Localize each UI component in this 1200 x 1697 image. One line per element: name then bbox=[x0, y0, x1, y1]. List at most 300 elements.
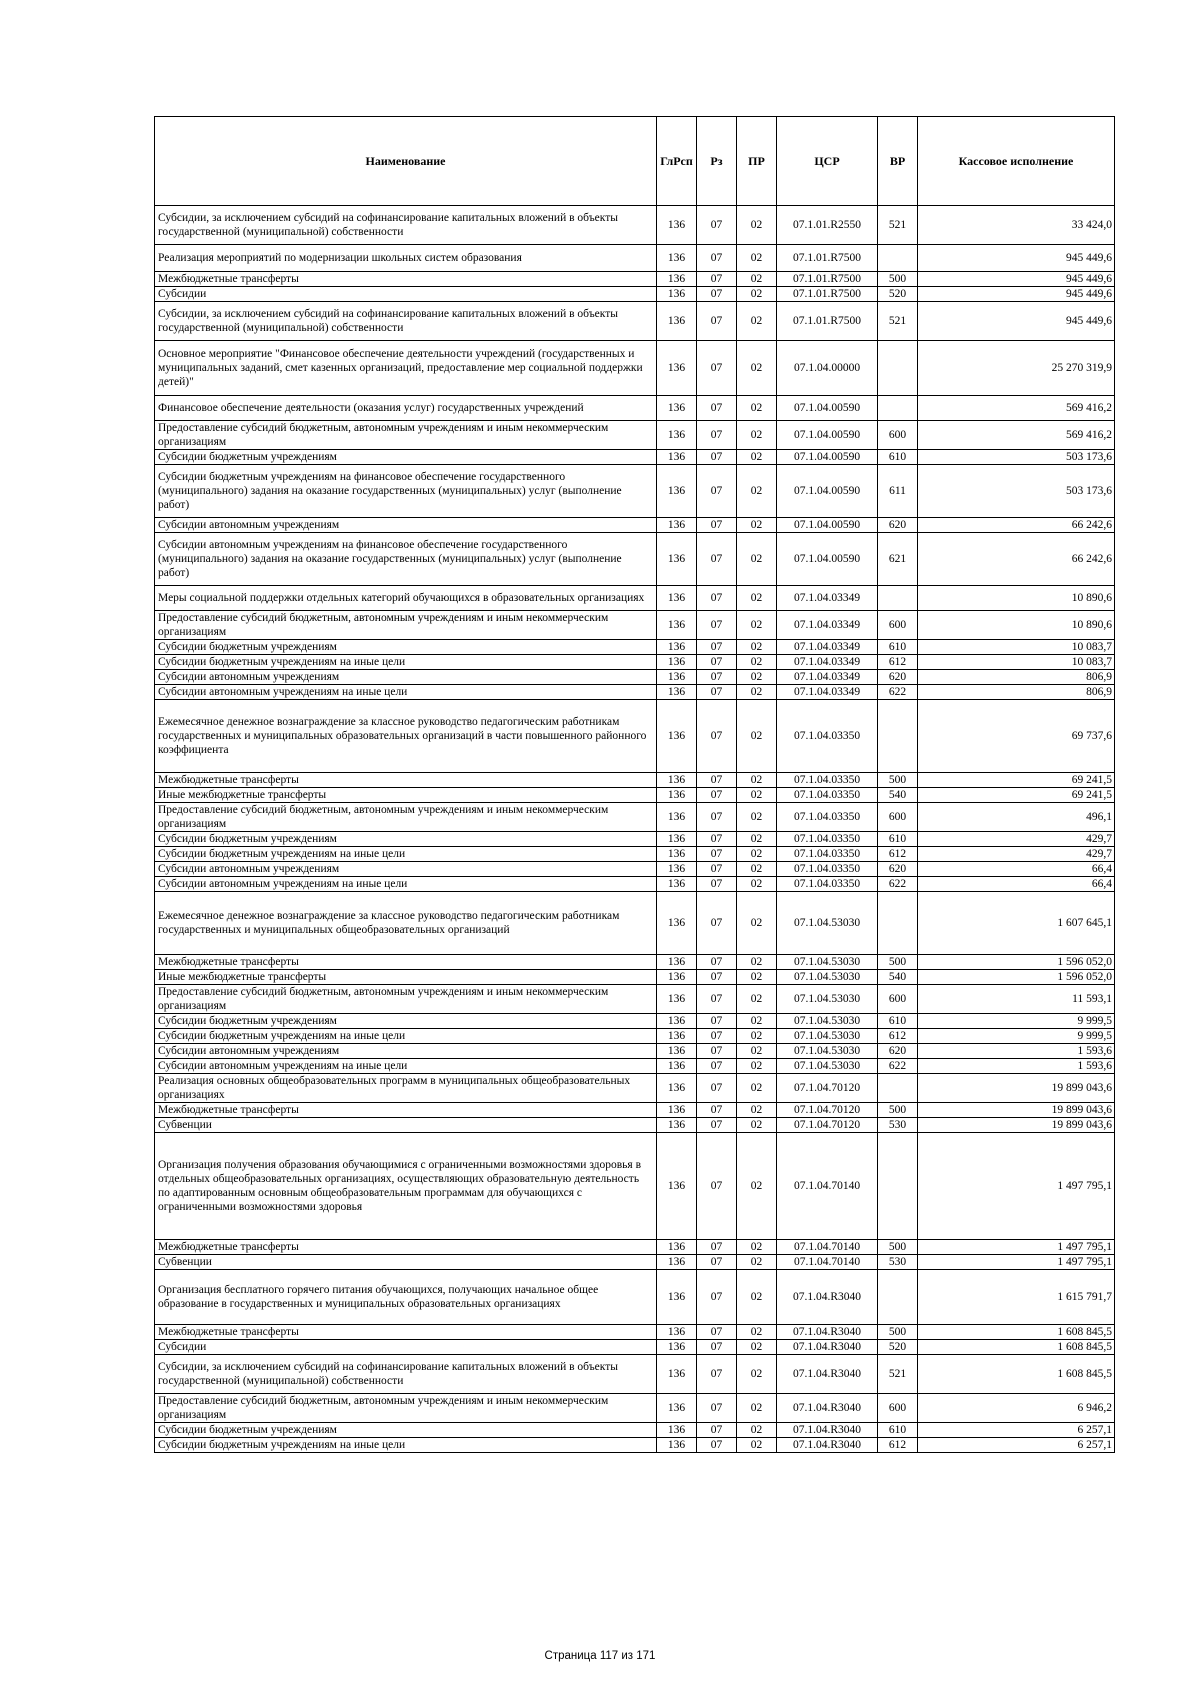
table-cell-rz: 07 bbox=[697, 450, 737, 465]
table-cell-rz: 07 bbox=[697, 1270, 737, 1325]
table-cell-name: Ежемесячное денежное вознаграждение за классное руководство педагогическим работникам государственных и муниципальных общеобразовательных организаций bbox=[155, 892, 657, 955]
table-row bbox=[155, 862, 1115, 877]
table-cell-csr: 07.1.04.53030 bbox=[777, 985, 878, 1014]
table-cell-rz: 07 bbox=[697, 341, 737, 396]
table-cell-glrsp: 136 bbox=[657, 421, 697, 450]
table-cell-csr: 07.1.04.53030 bbox=[777, 1059, 878, 1074]
table-cell-csr: 07.1.04.00590 bbox=[777, 518, 878, 533]
header-glrsp: ГлРсп bbox=[657, 117, 697, 206]
table-cell-csr: 07.1.04.00590 bbox=[777, 421, 878, 450]
table-cell-amount: 806,9 bbox=[918, 685, 1115, 700]
table-cell-name: Субсидии бюджетным учреждениям bbox=[155, 1014, 657, 1029]
table-cell-glrsp: 136 bbox=[657, 773, 697, 788]
table-cell-amount: 19 899 043,6 bbox=[918, 1118, 1115, 1133]
table-cell-csr: 07.1.04.R3040 bbox=[777, 1438, 878, 1453]
table-cell-rz: 07 bbox=[697, 1103, 737, 1118]
table-cell-csr: 07.1.04.R3040 bbox=[777, 1355, 878, 1394]
table-row bbox=[155, 892, 1115, 955]
table-cell-csr: 07.1.01.R7500 bbox=[777, 272, 878, 287]
table-cell-amount: 1 497 795,1 bbox=[918, 1133, 1115, 1240]
table-cell-csr: 07.1.01.R2550 bbox=[777, 206, 878, 245]
table-row bbox=[155, 655, 1115, 670]
table-cell-pr: 02 bbox=[737, 788, 777, 803]
table-cell-rz: 07 bbox=[697, 655, 737, 670]
table-cell-name: Субсидии бюджетным учреждениям на иные цели bbox=[155, 655, 657, 670]
table-cell-name: Субсидии бюджетным учреждениям на иные цели bbox=[155, 1029, 657, 1044]
table-cell-pr: 02 bbox=[737, 670, 777, 685]
table-cell-vr: 520 bbox=[878, 287, 918, 302]
table-cell-amount: 569 416,2 bbox=[918, 396, 1115, 421]
table-cell-vr: 610 bbox=[878, 450, 918, 465]
header-vr: ВР bbox=[878, 117, 918, 206]
table-cell-glrsp: 136 bbox=[657, 465, 697, 518]
table-cell-vr: 610 bbox=[878, 1014, 918, 1029]
table-cell-pr: 02 bbox=[737, 955, 777, 970]
table-cell-name: Субсидии бюджетным учреждениям на иные цели bbox=[155, 847, 657, 862]
table-cell-name: Субсидии бюджетным учреждениям bbox=[155, 1423, 657, 1438]
table-cell-vr: 610 bbox=[878, 832, 918, 847]
table-cell-vr: 600 bbox=[878, 985, 918, 1014]
table-cell-rz: 07 bbox=[697, 955, 737, 970]
table-cell-amount: 1 596 052,0 bbox=[918, 955, 1115, 970]
table-cell-amount: 66 242,6 bbox=[918, 518, 1115, 533]
table-row bbox=[155, 1240, 1115, 1255]
table-cell-glrsp: 136 bbox=[657, 955, 697, 970]
table-cell-csr: 07.1.04.70140 bbox=[777, 1240, 878, 1255]
table-cell-pr: 02 bbox=[737, 892, 777, 955]
table-cell-glrsp: 136 bbox=[657, 862, 697, 877]
table-cell-name: Иные межбюджетные трансферты bbox=[155, 788, 657, 803]
table-cell-amount: 569 416,2 bbox=[918, 421, 1115, 450]
table-cell-vr: 500 bbox=[878, 272, 918, 287]
table-cell-glrsp: 136 bbox=[657, 611, 697, 640]
table-cell-pr: 02 bbox=[737, 1014, 777, 1029]
table-cell-glrsp: 136 bbox=[657, 1270, 697, 1325]
table-cell-glrsp: 136 bbox=[657, 685, 697, 700]
table-cell-amount: 503 173,6 bbox=[918, 450, 1115, 465]
table-cell-amount: 503 173,6 bbox=[918, 465, 1115, 518]
table-cell-name: Субсидии, за исключением субсидий на софинансирование капитальных вложений в объекты государственной (муниципальной) собственности bbox=[155, 1355, 657, 1394]
table-row bbox=[155, 803, 1115, 832]
table-cell-vr: 611 bbox=[878, 465, 918, 518]
table-cell-glrsp: 136 bbox=[657, 1103, 697, 1118]
table-cell-pr: 02 bbox=[737, 518, 777, 533]
table-cell-vr: 521 bbox=[878, 206, 918, 245]
table-cell-csr: 07.1.04.70140 bbox=[777, 1133, 878, 1240]
table-cell-rz: 07 bbox=[697, 1240, 737, 1255]
table-cell-amount: 69 241,5 bbox=[918, 773, 1115, 788]
table-cell-name: Организация бесплатного горячего питания обучающихся, получающих начальное общее образование в государственных и муниципальных образовательных организациях bbox=[155, 1270, 657, 1325]
table-cell-glrsp: 136 bbox=[657, 341, 697, 396]
table-row bbox=[155, 832, 1115, 847]
table-cell-glrsp: 136 bbox=[657, 847, 697, 862]
table-row bbox=[155, 1014, 1115, 1029]
table-cell-glrsp: 136 bbox=[657, 970, 697, 985]
table-cell-amount: 806,9 bbox=[918, 670, 1115, 685]
table-row bbox=[155, 788, 1115, 803]
table-cell-vr bbox=[878, 700, 918, 773]
table-cell-pr: 02 bbox=[737, 1103, 777, 1118]
table-cell-name: Субсидии бюджетным учреждениям на иные цели bbox=[155, 1438, 657, 1453]
table-cell-csr: 07.1.04.03350 bbox=[777, 803, 878, 832]
table-cell-amount: 19 899 043,6 bbox=[918, 1074, 1115, 1103]
table-cell-pr: 02 bbox=[737, 847, 777, 862]
table-cell-name: Предоставление субсидий бюджетным, автономным учреждениям и иным некоммерческим организациям bbox=[155, 985, 657, 1014]
table-row bbox=[155, 1340, 1115, 1355]
table-cell-pr: 02 bbox=[737, 970, 777, 985]
table-cell-rz: 07 bbox=[697, 1044, 737, 1059]
table-cell-pr: 02 bbox=[737, 773, 777, 788]
table-cell-vr bbox=[878, 341, 918, 396]
table-row bbox=[155, 670, 1115, 685]
table-cell-pr: 02 bbox=[737, 341, 777, 396]
table-cell-vr: 622 bbox=[878, 877, 918, 892]
table-cell-glrsp: 136 bbox=[657, 1255, 697, 1270]
header-name: Наименование bbox=[155, 117, 657, 206]
table-cell-vr bbox=[878, 892, 918, 955]
table-cell-glrsp: 136 bbox=[657, 670, 697, 685]
table-cell-pr: 02 bbox=[737, 450, 777, 465]
table-cell-name: Финансовое обеспечение деятельности (оказания услуг) государственных учреждений bbox=[155, 396, 657, 421]
table-cell-rz: 07 bbox=[697, 832, 737, 847]
table-cell-csr: 07.1.04.03350 bbox=[777, 862, 878, 877]
table-cell-amount: 1 615 791,7 bbox=[918, 1270, 1115, 1325]
table-cell-pr: 02 bbox=[737, 206, 777, 245]
table-cell-vr: 620 bbox=[878, 670, 918, 685]
table-cell-amount: 6 946,2 bbox=[918, 1394, 1115, 1423]
table-cell-csr: 07.1.04.03350 bbox=[777, 773, 878, 788]
table-cell-rz: 07 bbox=[697, 640, 737, 655]
table-cell-glrsp: 136 bbox=[657, 450, 697, 465]
table-cell-amount: 1 607 645,1 bbox=[918, 892, 1115, 955]
table-cell-csr: 07.1.01.R7500 bbox=[777, 302, 878, 341]
table-cell-name: Предоставление субсидий бюджетным, автономным учреждениям и иным некоммерческим организациям bbox=[155, 611, 657, 640]
table-cell-csr: 07.1.04.R3040 bbox=[777, 1340, 878, 1355]
table-cell-vr: 620 bbox=[878, 1044, 918, 1059]
table-cell-glrsp: 136 bbox=[657, 1438, 697, 1453]
table-cell-pr: 02 bbox=[737, 985, 777, 1014]
table-cell-vr: 600 bbox=[878, 611, 918, 640]
table-row bbox=[155, 955, 1115, 970]
table-cell-glrsp: 136 bbox=[657, 1340, 697, 1355]
table-row bbox=[155, 1029, 1115, 1044]
table-cell-vr: 622 bbox=[878, 1059, 918, 1074]
table-cell-csr: 07.1.04.03349 bbox=[777, 670, 878, 685]
table-row bbox=[155, 877, 1115, 892]
table-cell-rz: 07 bbox=[697, 421, 737, 450]
table-cell-rz: 07 bbox=[697, 287, 737, 302]
table-cell-vr: 500 bbox=[878, 1325, 918, 1340]
table-row bbox=[155, 302, 1115, 341]
table-cell-csr: 07.1.04.70120 bbox=[777, 1118, 878, 1133]
table-cell-csr: 07.1.04.53030 bbox=[777, 970, 878, 985]
table-row bbox=[155, 396, 1115, 421]
table-row bbox=[155, 206, 1115, 245]
table-cell-pr: 02 bbox=[737, 1044, 777, 1059]
table-cell-amount: 1 593,6 bbox=[918, 1044, 1115, 1059]
table-cell-pr: 02 bbox=[737, 1118, 777, 1133]
table-cell-vr: 500 bbox=[878, 955, 918, 970]
table-cell-csr: 07.1.04.03349 bbox=[777, 640, 878, 655]
table-cell-vr: 500 bbox=[878, 1103, 918, 1118]
header-csr: ЦСР bbox=[777, 117, 878, 206]
table-cell-name: Межбюджетные трансферты bbox=[155, 773, 657, 788]
table-cell-rz: 07 bbox=[697, 1438, 737, 1453]
table-cell-csr: 07.1.04.03349 bbox=[777, 586, 878, 611]
table-cell-name: Субсидии автономным учреждениям bbox=[155, 670, 657, 685]
table-row bbox=[155, 341, 1115, 396]
table-cell-pr: 02 bbox=[737, 611, 777, 640]
table-cell-vr: 530 bbox=[878, 1118, 918, 1133]
table-cell-name: Иные межбюджетные трансферты bbox=[155, 970, 657, 985]
table-cell-vr: 521 bbox=[878, 1355, 918, 1394]
table-row bbox=[155, 773, 1115, 788]
table-cell-pr: 02 bbox=[737, 832, 777, 847]
table-cell-csr: 07.1.01.R7500 bbox=[777, 245, 878, 272]
table-cell-csr: 07.1.04.00590 bbox=[777, 396, 878, 421]
table-cell-pr: 02 bbox=[737, 640, 777, 655]
table-cell-glrsp: 136 bbox=[657, 985, 697, 1014]
table-cell-vr: 600 bbox=[878, 421, 918, 450]
table-cell-rz: 07 bbox=[697, 877, 737, 892]
table-cell-pr: 02 bbox=[737, 1074, 777, 1103]
table-cell-rz: 07 bbox=[697, 1133, 737, 1240]
table-cell-vr: 500 bbox=[878, 1240, 918, 1255]
table-cell-csr: 07.1.04.03350 bbox=[777, 847, 878, 862]
table-cell-pr: 02 bbox=[737, 302, 777, 341]
page-number: Страница 117 из 171 bbox=[544, 1650, 656, 1662]
table-cell-pr: 02 bbox=[737, 1355, 777, 1394]
table-cell-name: Ежемесячное денежное вознаграждение за классное руководство педагогическим работникам государственных и муниципальных образовательных организаций в части повышенного районного коэффициента bbox=[155, 700, 657, 773]
table-cell-amount: 1 596 052,0 bbox=[918, 970, 1115, 985]
table-cell-rz: 07 bbox=[697, 1074, 737, 1103]
table-row bbox=[155, 1394, 1115, 1423]
table-cell-name: Субсидии бюджетным учреждениям bbox=[155, 640, 657, 655]
table-cell-amount: 69 241,5 bbox=[918, 788, 1115, 803]
table-cell-csr: 07.1.04.70140 bbox=[777, 1255, 878, 1270]
table-cell-rz: 07 bbox=[697, 1059, 737, 1074]
table-cell-csr: 07.1.04.53030 bbox=[777, 955, 878, 970]
table-cell-csr: 07.1.04.70120 bbox=[777, 1074, 878, 1103]
table-cell-csr: 07.1.04.03349 bbox=[777, 611, 878, 640]
table-row bbox=[155, 287, 1115, 302]
table-cell-amount: 945 449,6 bbox=[918, 302, 1115, 341]
table-cell-name: Субсидии bbox=[155, 287, 657, 302]
table-cell-name: Межбюджетные трансферты bbox=[155, 1103, 657, 1118]
table-cell-amount: 10 890,6 bbox=[918, 611, 1115, 640]
table-cell-name: Субвенции bbox=[155, 1255, 657, 1270]
table-row bbox=[155, 985, 1115, 1014]
table-cell-name: Субсидии автономным учреждениям bbox=[155, 862, 657, 877]
table-cell-vr bbox=[878, 1270, 918, 1325]
table-cell-pr: 02 bbox=[737, 700, 777, 773]
table-cell-rz: 07 bbox=[697, 970, 737, 985]
table-cell-csr: 07.1.01.R7500 bbox=[777, 287, 878, 302]
table-cell-vr: 622 bbox=[878, 685, 918, 700]
table-cell-glrsp: 136 bbox=[657, 533, 697, 586]
table-cell-vr: 540 bbox=[878, 788, 918, 803]
table-cell-glrsp: 136 bbox=[657, 272, 697, 287]
table-cell-amount: 11 593,1 bbox=[918, 985, 1115, 1014]
table-row bbox=[155, 1074, 1115, 1103]
table-body bbox=[155, 206, 1115, 1453]
table-cell-vr: 610 bbox=[878, 1423, 918, 1438]
table-row bbox=[155, 1103, 1115, 1118]
table-cell-vr: 521 bbox=[878, 302, 918, 341]
table-cell-rz: 07 bbox=[697, 788, 737, 803]
table-cell-rz: 07 bbox=[697, 1029, 737, 1044]
table-row bbox=[155, 700, 1115, 773]
table-cell-pr: 02 bbox=[737, 1438, 777, 1453]
table-cell-amount: 9 999,5 bbox=[918, 1029, 1115, 1044]
table-row bbox=[155, 1325, 1115, 1340]
table-cell-csr: 07.1.04.53030 bbox=[777, 1014, 878, 1029]
table-row bbox=[155, 586, 1115, 611]
table-cell-glrsp: 136 bbox=[657, 1325, 697, 1340]
table-cell-glrsp: 136 bbox=[657, 1074, 697, 1103]
table-cell-glrsp: 136 bbox=[657, 1118, 697, 1133]
table-cell-csr: 07.1.04.53030 bbox=[777, 1044, 878, 1059]
table-cell-vr bbox=[878, 245, 918, 272]
table-cell-vr: 600 bbox=[878, 803, 918, 832]
table-cell-name: Субсидии автономным учреждениям на финансовое обеспечение государственного (муниципального) задания на оказание государственных (муниципальных) услуг (выполнение работ) bbox=[155, 533, 657, 586]
table-cell-rz: 07 bbox=[697, 1255, 737, 1270]
table-cell-rz: 07 bbox=[697, 611, 737, 640]
table-cell-pr: 02 bbox=[737, 533, 777, 586]
table-cell-name: Субсидии автономным учреждениям на иные цели bbox=[155, 685, 657, 700]
table-cell-pr: 02 bbox=[737, 1255, 777, 1270]
table-cell-pr: 02 bbox=[737, 803, 777, 832]
table-row bbox=[155, 272, 1115, 287]
table-cell-pr: 02 bbox=[737, 245, 777, 272]
table-cell-rz: 07 bbox=[697, 1118, 737, 1133]
table-cell-glrsp: 136 bbox=[657, 1423, 697, 1438]
table-cell-name: Межбюджетные трансферты bbox=[155, 955, 657, 970]
table-cell-name: Субсидии бюджетным учреждениям на финансовое обеспечение государственного (муниципального) задания на оказание государственных (муниципальных) услуг (выполнение работ) bbox=[155, 465, 657, 518]
table-cell-rz: 07 bbox=[697, 1394, 737, 1423]
table-cell-csr: 07.1.04.53030 bbox=[777, 1029, 878, 1044]
table-cell-rz: 07 bbox=[697, 396, 737, 421]
table-cell-name: Субсидии бюджетным учреждениям bbox=[155, 450, 657, 465]
table-cell-amount: 66,4 bbox=[918, 877, 1115, 892]
table-cell-csr: 07.1.04.R3040 bbox=[777, 1270, 878, 1325]
table-cell-name: Предоставление субсидий бюджетным, автономным учреждениям и иным некоммерческим организациям bbox=[155, 803, 657, 832]
table-cell-vr: 520 bbox=[878, 1340, 918, 1355]
table-cell-name: Субсидии, за исключением субсидий на софинансирование капитальных вложений в объекты государственной (муниципальной) собственности bbox=[155, 302, 657, 341]
table-cell-amount: 1 608 845,5 bbox=[918, 1340, 1115, 1355]
table-cell-rz: 07 bbox=[697, 892, 737, 955]
table-cell-csr: 07.1.04.00590 bbox=[777, 465, 878, 518]
table-cell-vr: 620 bbox=[878, 862, 918, 877]
table-cell-pr: 02 bbox=[737, 877, 777, 892]
table-cell-pr: 02 bbox=[737, 862, 777, 877]
table-cell-amount: 945 449,6 bbox=[918, 272, 1115, 287]
table-cell-csr: 07.1.04.03350 bbox=[777, 832, 878, 847]
table-row bbox=[155, 640, 1115, 655]
table-cell-csr: 07.1.04.R3040 bbox=[777, 1423, 878, 1438]
table-cell-glrsp: 136 bbox=[657, 586, 697, 611]
table-row bbox=[155, 970, 1115, 985]
table-row bbox=[155, 1423, 1115, 1438]
table-row bbox=[155, 847, 1115, 862]
budget-execution-table bbox=[154, 116, 1115, 1453]
table-row bbox=[155, 533, 1115, 586]
table-cell-glrsp: 136 bbox=[657, 788, 697, 803]
table-cell-pr: 02 bbox=[737, 1394, 777, 1423]
table-cell-rz: 07 bbox=[697, 773, 737, 788]
table-cell-glrsp: 136 bbox=[657, 832, 697, 847]
table-cell-pr: 02 bbox=[737, 1133, 777, 1240]
table-cell-vr: 612 bbox=[878, 1438, 918, 1453]
table-cell-vr: 540 bbox=[878, 970, 918, 985]
table-cell-vr: 600 bbox=[878, 1394, 918, 1423]
table-cell-pr: 02 bbox=[737, 685, 777, 700]
table-cell-glrsp: 136 bbox=[657, 287, 697, 302]
table-cell-amount: 66,4 bbox=[918, 862, 1115, 877]
table-cell-amount: 945 449,6 bbox=[918, 245, 1115, 272]
table-cell-amount: 1 497 795,1 bbox=[918, 1255, 1115, 1270]
table-cell-pr: 02 bbox=[737, 1059, 777, 1074]
table-cell-glrsp: 136 bbox=[657, 1044, 697, 1059]
table-row bbox=[155, 450, 1115, 465]
table-row bbox=[155, 245, 1115, 272]
table-cell-name: Субсидии автономным учреждениям bbox=[155, 518, 657, 533]
table-cell-pr: 02 bbox=[737, 1340, 777, 1355]
table-cell-csr: 07.1.04.R3040 bbox=[777, 1325, 878, 1340]
table-cell-rz: 07 bbox=[697, 1325, 737, 1340]
table-cell-glrsp: 136 bbox=[657, 892, 697, 955]
table-cell-csr: 07.1.04.70120 bbox=[777, 1103, 878, 1118]
table-cell-rz: 07 bbox=[697, 1355, 737, 1394]
table-row bbox=[155, 465, 1115, 518]
table-cell-glrsp: 136 bbox=[657, 1133, 697, 1240]
table-cell-rz: 07 bbox=[697, 670, 737, 685]
table-cell-name: Межбюджетные трансферты bbox=[155, 1240, 657, 1255]
table-cell-glrsp: 136 bbox=[657, 1059, 697, 1074]
table-cell-pr: 02 bbox=[737, 1029, 777, 1044]
table-cell-vr: 530 bbox=[878, 1255, 918, 1270]
table-cell-glrsp: 136 bbox=[657, 302, 697, 341]
table-cell-name: Субсидии bbox=[155, 1340, 657, 1355]
header-pr: ПР bbox=[737, 117, 777, 206]
header-rz: Рз bbox=[697, 117, 737, 206]
table-cell-amount: 25 270 319,9 bbox=[918, 341, 1115, 396]
table-cell-vr: 612 bbox=[878, 847, 918, 862]
table-cell-pr: 02 bbox=[737, 1325, 777, 1340]
table-cell-pr: 02 bbox=[737, 1270, 777, 1325]
table-cell-rz: 07 bbox=[697, 985, 737, 1014]
table-row bbox=[155, 685, 1115, 700]
table-cell-vr: 612 bbox=[878, 1029, 918, 1044]
table-cell-amount: 33 424,0 bbox=[918, 206, 1115, 245]
table-cell-amount: 1 497 795,1 bbox=[918, 1240, 1115, 1255]
table-cell-glrsp: 136 bbox=[657, 1355, 697, 1394]
table-cell-amount: 1 608 845,5 bbox=[918, 1355, 1115, 1394]
table-cell-csr: 07.1.04.03350 bbox=[777, 877, 878, 892]
table-cell-amount: 10 083,7 bbox=[918, 655, 1115, 670]
table-row bbox=[155, 1118, 1115, 1133]
table-cell-glrsp: 136 bbox=[657, 640, 697, 655]
table-cell-rz: 07 bbox=[697, 302, 737, 341]
table-cell-csr: 07.1.04.00590 bbox=[777, 450, 878, 465]
table-cell-amount: 66 242,6 bbox=[918, 533, 1115, 586]
table-cell-glrsp: 136 bbox=[657, 655, 697, 670]
table-row bbox=[155, 1133, 1115, 1240]
table-cell-amount: 429,7 bbox=[918, 847, 1115, 862]
table-cell-rz: 07 bbox=[697, 803, 737, 832]
table-cell-amount: 429,7 bbox=[918, 832, 1115, 847]
table-cell-name: Основное мероприятие "Финансовое обеспечение деятельности учреждений (государственных и муниципальных заданий, смет казенных организаций, предоставление мер социальной поддержки детей)" bbox=[155, 341, 657, 396]
